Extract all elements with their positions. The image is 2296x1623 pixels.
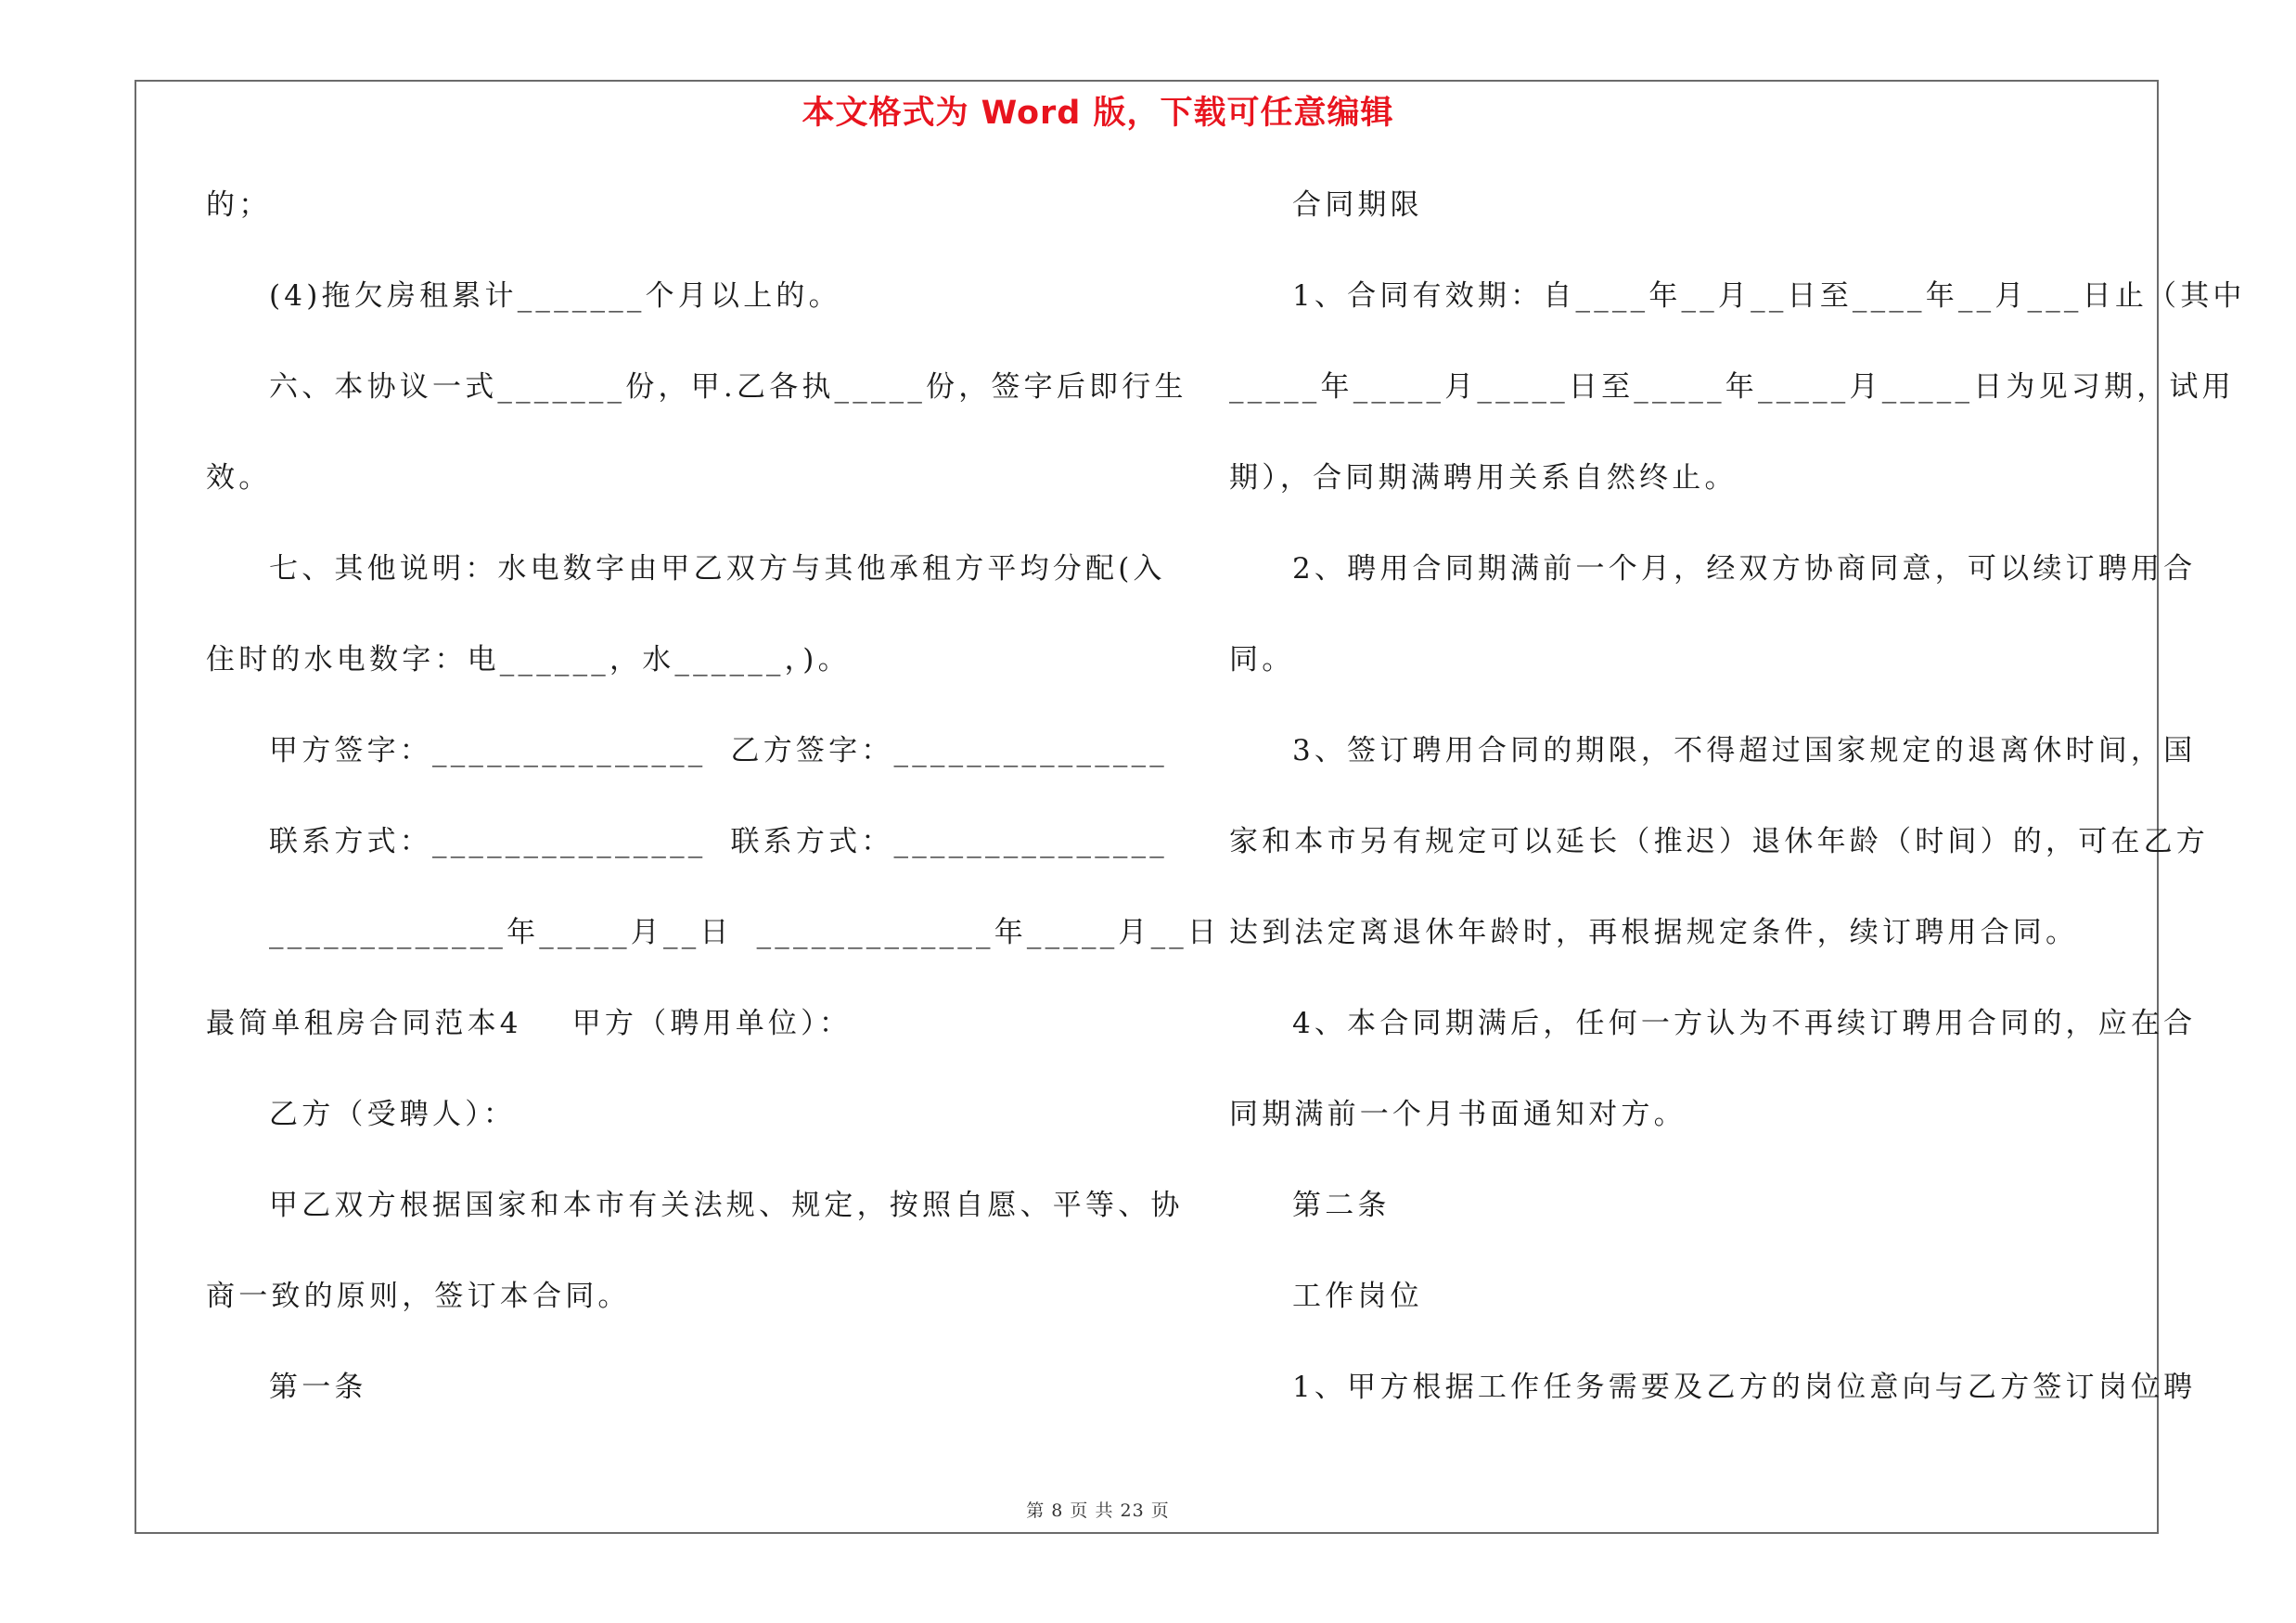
paragraph-line: 甲乙双方根据国家和本市有关法规、规定，按照自愿、平等、协 <box>269 1189 1184 1222</box>
party-b-contact: 联系方式：_______________ <box>730 825 1168 858</box>
page-number: 第 8 页 共 23 页 <box>1026 1501 1170 1521</box>
paragraph-line: 家和本市另有规定可以延长（推迟）退休年龄（时间）的，可在乙方 <box>1229 825 2209 858</box>
format-banner: 本文格式为 Word 版，下载可任意编辑 <box>802 95 1394 132</box>
party-a-label: 甲方（聘用单位）： <box>571 1007 853 1040</box>
paragraph-line: (4)拖欠房租累计_______个月以上的。 <box>269 279 841 313</box>
article-heading: 第一条 <box>269 1371 367 1404</box>
paragraph-line: 的； <box>206 188 272 222</box>
paragraph-line: 效。 <box>206 461 272 495</box>
paragraph-line: 3、签订聘用合同的期限，不得超过国家规定的退离休时间，国 <box>1292 734 2197 767</box>
party-a-date: _____________年_____月__日 <box>269 916 733 949</box>
paragraph-line: 商一致的原则，签订本合同。 <box>206 1280 631 1313</box>
paragraph-line: 2、聘用合同期满前一个月，经双方协商同意，可以续订聘用合 <box>1292 552 2197 586</box>
paragraph-line: 乙方（受聘人）： <box>269 1098 517 1131</box>
article-heading: 合同期限 <box>1292 188 1423 222</box>
party-b-date: _____________年_____月__日 <box>756 916 1221 949</box>
paragraph-line: 住时的水电数字：电______，水______，)。 <box>206 643 851 676</box>
paragraph-line: 1、甲方根据工作任务需要及乙方的岗位意向与乙方签订岗位聘 <box>1292 1371 2197 1404</box>
signature-line <box>269 730 1168 771</box>
paragraph-line: 1、合同有效期：自____年__月__日至____年__月___日止（其中 <box>1292 279 2246 313</box>
paragraph-line: 期），合同期满聘用关系自然终止。 <box>1229 461 1738 495</box>
article-heading: 第二条 <box>1292 1189 1391 1222</box>
contract-title: 最简单租房合同范本4 <box>206 1007 522 1040</box>
article-heading: 工作岗位 <box>1292 1280 1423 1313</box>
section-heading <box>206 1003 852 1044</box>
paragraph-line: 达到法定离退休年龄时，再根据规定条件，续订聘用合同。 <box>1229 916 2079 949</box>
paragraph-line: 同期满前一个月书面通知对方。 <box>1229 1098 1687 1131</box>
paragraph-line: _____年_____月_____日至_____年_____月_____日为见习期，试用 <box>1229 370 2235 404</box>
paragraph-line: 七、其他说明：水电数字由甲乙双方与其他承租方平均分配(入 <box>269 552 1166 586</box>
paragraph-line: 同。 <box>1229 643 1295 676</box>
paragraph-line: 六、本协议一式_______份，甲.乙各执_____份，签字后即行生 <box>269 370 1187 404</box>
party-a-signature: 甲方签字：_______________ <box>269 734 707 767</box>
party-a-contact: 联系方式：_______________ <box>269 825 707 858</box>
paragraph-line: 4、本合同期满后，任何一方认为不再续订聘用合同的，应在合 <box>1292 1007 2197 1040</box>
party-b-signature: 乙方签字：_______________ <box>730 734 1168 767</box>
contact-line <box>269 821 1168 862</box>
date-line <box>269 912 1220 953</box>
